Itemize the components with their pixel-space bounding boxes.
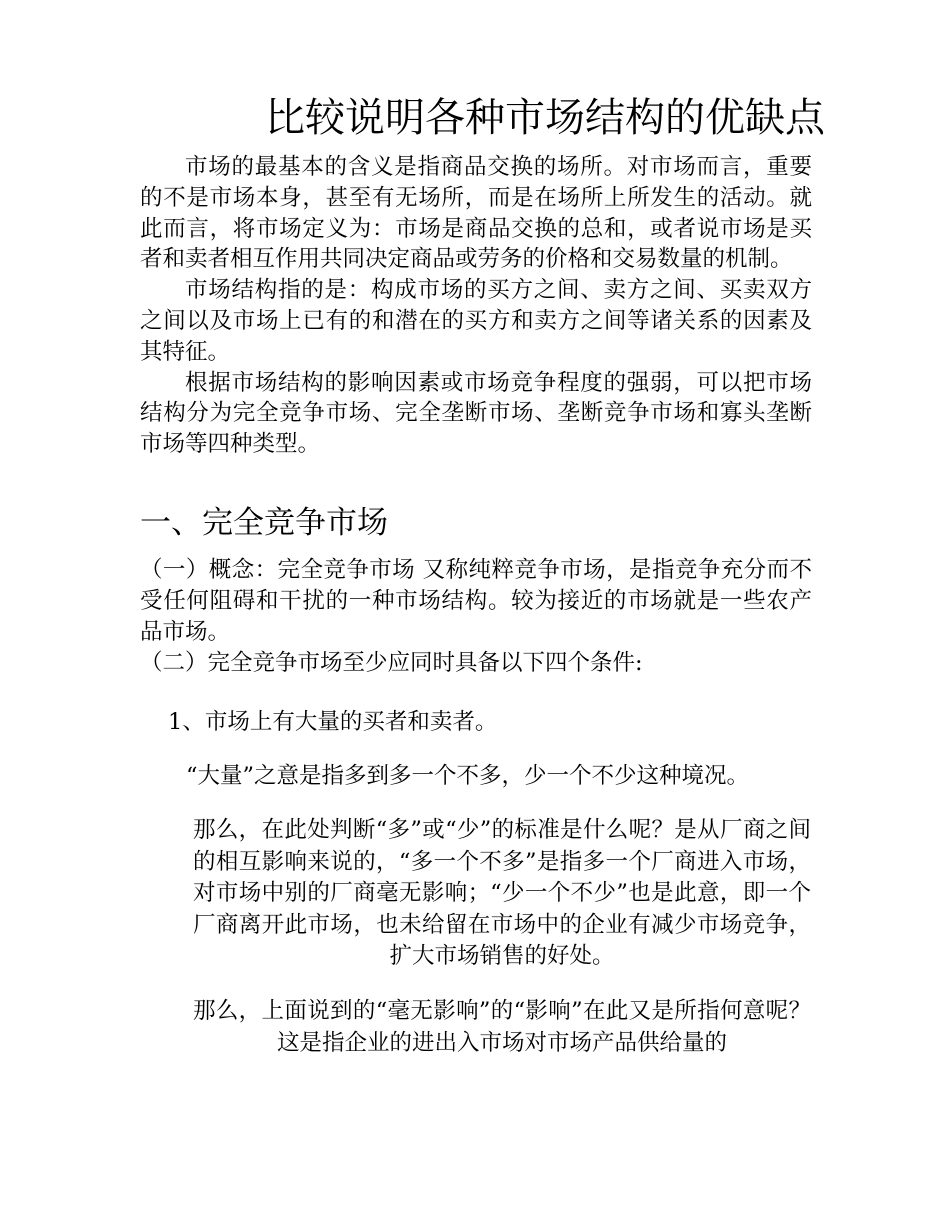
intro-paragraph-market-types: 根据市场结构的影响因素或市场竞争程度的强弱，可以把市场结构分为完全竞争市场、完全垄断市场、垄断竞争市场和寡头垄断市场等四种类型。 [140, 369, 812, 458]
intro-paragraph-market-structure: 市场结构指的是：构成市场的买方之间、卖方之间、买卖双方之间以及市场上已有的和潜在的买方和卖方之间等诸关系的因素及其特征。 [140, 277, 812, 365]
section-heading-perfect-competition: 一、完全竞争市场 [140, 505, 388, 541]
paragraph-influence-meaning: 那么，上面说到的“毫无影响”的“影响”在此又是所指何意呢？这是指企业的进出入市场对市场产品供给量的 [193, 998, 811, 1056]
intro-paragraph-market-definition: 市场的最基本的含义是指商品交换的场所。对市场而言，重要的不是市场本身，甚至有无场所，而是在场所上所发生的活动。就此而言，将市场定义为：市场是商品交换的总和，或者说市场是买者和卖者相互作用共同决定商品或劳务的价格和交易数量的机制。 [140, 154, 812, 273]
condition-item-1: 1、市场上有大量的买者和卖者。 [168, 709, 498, 735]
conditions-heading: （二）完全竞争市场至少应同时具备以下四个条件: [140, 650, 643, 676]
concept-section [140, 555, 812, 679]
concept-paragraph: （一）概念：完全竞争市场 又称纯粹竞争市场，是指竞争充分而不受任何阻碍和干扰的一种市场结构。较为接近的市场就是一些农产品市场。 [140, 557, 812, 645]
intro-section [140, 152, 812, 460]
quote-large-meaning: “大量”之意是指多到多一个不多，少一个不少这种境况。 [186, 763, 750, 789]
document-title: 比较说明各种市场结构的优缺点 [265, 95, 825, 141]
paragraph-judgement-standard: 那么，在此处判断“多”或“少”的标准是什么呢？是从厂商之间的相互影响来说的，“多一个不多”是指多一个厂商进入市场，对市场中别的厂商毫无影响；“少一个不少”也是此意，即一个厂商离开此市场，也未给留在市场中的企业有减少市场竞争，扩大市场销售的好处。 [193, 817, 811, 969]
